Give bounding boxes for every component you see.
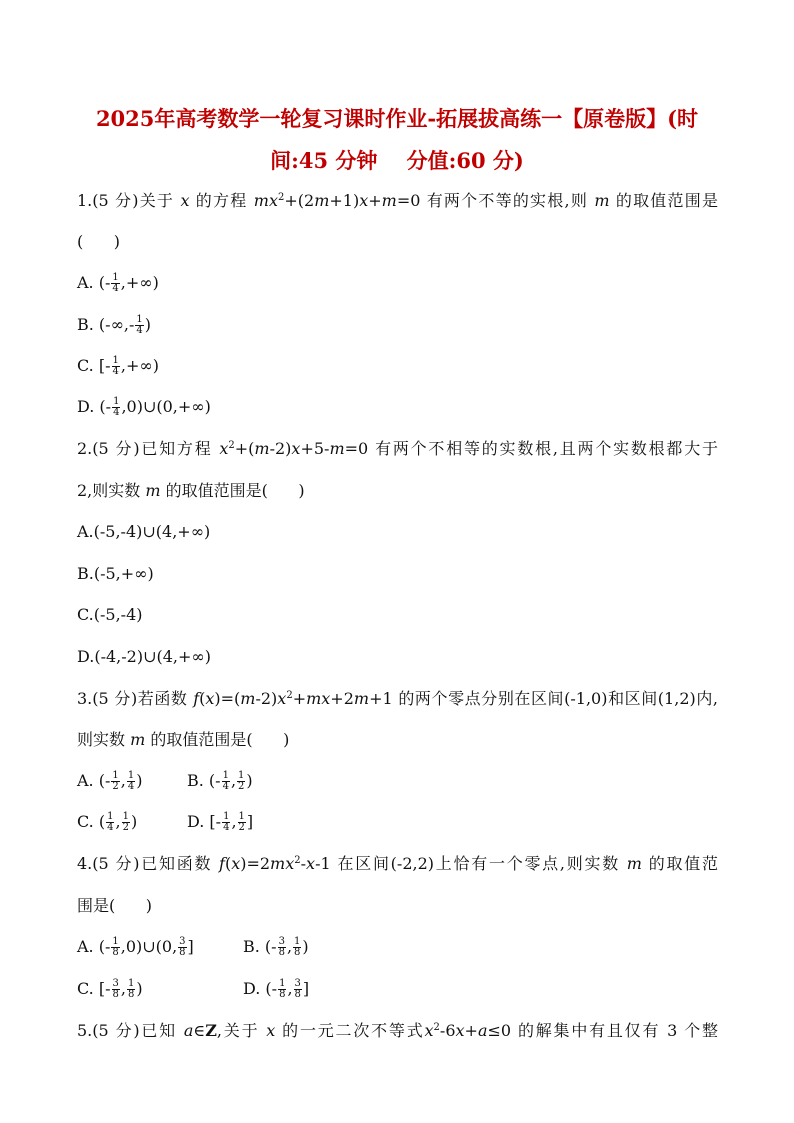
question-2-option-b[interactable]: B.(-5,+∞) (77, 564, 154, 583)
question-1-answer-paren: ( ) (77, 232, 120, 251)
question-5-stem: 5.(5 分)已知 a∈Z,关于 x 的一元二次不等式$x^2-6x+a\le 0$ 的解集中有且仅有 3 个整 (77, 1021, 718, 1040)
question-1-option-c[interactable]: C. [- $\frac{1}{4}$ ,+∞) (77, 355, 159, 377)
question-4-stem: 4.(5 分)已知函数 $f(x)=2mx^2-x-1$ 在区间(-2,2)上恰有一个零点,则实数 m 的取值范 (77, 854, 719, 873)
question-2-option-a[interactable]: A.(-5,-4)∪(4,+∞) (77, 522, 211, 541)
question-3-stem: 3.(5 分)若函数 $f(x)=(m-2)x^2+mx+2m+1$ 的两个零点分别在区间(-1,0)和区间(1,2)内, (77, 689, 718, 708)
question-3-option-c[interactable]: C. ( $\frac{1}{4}$ , $\frac{1}{2}$ ) (77, 811, 138, 833)
question-4-option-d[interactable]: D. (- $\frac{1}{8}$ , $\frac{3}{8}$ ] (243, 978, 310, 1000)
question-4-option-c[interactable]: C. [- $\frac{3}{8}$ , $\frac{1}{8}$ ) (77, 978, 143, 1000)
question-1-option-b[interactable]: B. (-∞,- $\frac{1}{4}$ ) (77, 314, 152, 336)
page-title-line2: 间:45 分钟 分值:60 分) (270, 148, 524, 173)
question-1-stem: 1.(5 分)关于 x 的方程 $mx^2+(2m+1)x+m=0$ 有两个不等的实根,则 m 的取值范围是 (77, 191, 718, 210)
question-4-stem-line2: 围是( ) (77, 896, 153, 915)
question-2-option-c[interactable]: C.(-5,-4) (77, 605, 143, 624)
question-4-option-a[interactable]: A. (- $\frac{1}{8}$ ,0)∪(0, $\frac{3}{8}$ ] (77, 936, 194, 958)
question-3-stem-line2: 则实数 m 的取值范围是( ) (77, 730, 290, 749)
question-2-stem: 2.(5 分)已知方程 $x^2+(m-2)x+5-m=0$ 有两个不相等的实数根,且两个实数根都大于 (77, 439, 718, 458)
question-3-option-d[interactable]: D. [- $\frac{1}{4}$ , $\frac{1}{2}$ ] (187, 811, 254, 833)
question-1-option-d[interactable]: D. (- $\frac{1}{4}$ ,0)∪(0,+∞) (77, 396, 211, 418)
question-3-option-b[interactable]: B. (- $\frac{1}{4}$ , $\frac{1}{2}$ ) (187, 770, 253, 792)
question-2-option-d[interactable]: D.(-4,-2)∪(4,+∞) (77, 647, 211, 666)
question-4-option-b[interactable]: B. (- $\frac{3}{8}$ , $\frac{1}{8}$ ) (243, 936, 309, 958)
question-3-option-a[interactable]: A. (- $\frac{1}{2}$ , $\frac{1}{4}$ ) (77, 770, 143, 792)
question-1-option-a[interactable]: A. (- $\frac{1}{4}$ ,+∞) (77, 272, 159, 294)
page-title-line1: 2025年高考数学一轮复习课时作业-拓展拔高练一【原卷版】(时 (95, 106, 699, 131)
question-2-stem-line2: 2,则实数 m 的取值范围是( ) (77, 481, 305, 500)
